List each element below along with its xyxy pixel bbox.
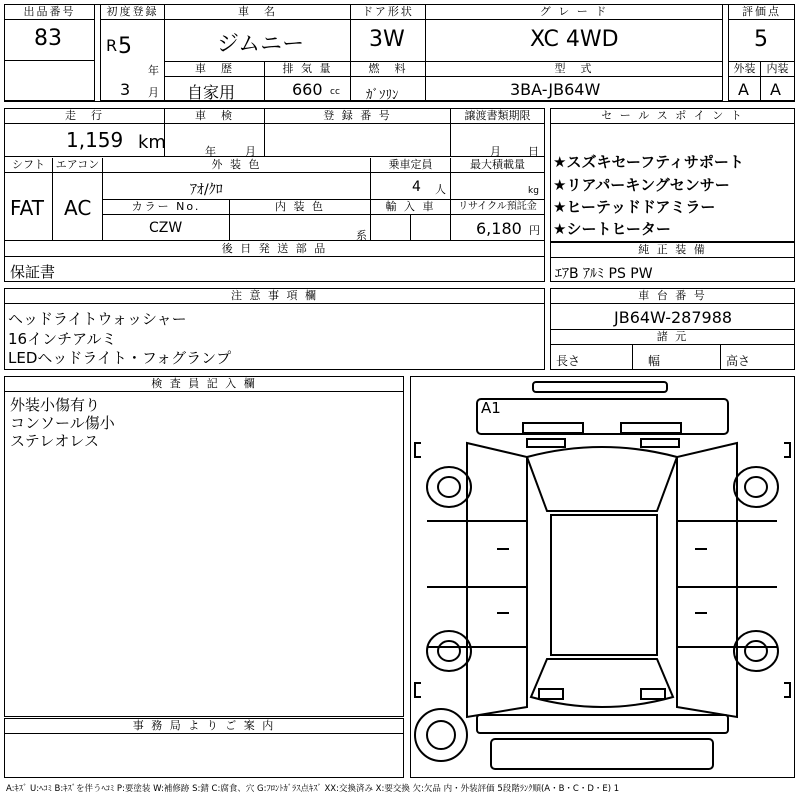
damage-mark: A1 xyxy=(481,399,501,417)
divider xyxy=(720,345,721,370)
divider xyxy=(632,345,633,370)
disp-label: 排 気 量 xyxy=(265,62,351,77)
intcolor-label: 内 装 色 xyxy=(230,200,371,215)
door-type: 3W xyxy=(369,27,405,52)
disp-value: 660 xyxy=(292,80,323,99)
sales-item: ★ヒーテッドドアミラー xyxy=(553,198,716,216)
name-label: 車 名 xyxy=(165,5,351,20)
chassis-label: 車 台 番 号 xyxy=(551,289,794,304)
sales-item: ★シートヒーター xyxy=(553,220,671,238)
note-item: 16インチアルミ xyxy=(8,330,117,348)
mileage-unit: km xyxy=(138,132,166,153)
inspect-label: 車 検 xyxy=(165,109,265,124)
car-outline-drawing xyxy=(411,377,794,777)
shift-label: シフト xyxy=(5,158,53,173)
int-grade: A xyxy=(770,80,781,99)
month-unit: 月 xyxy=(148,86,159,99)
regno-cell xyxy=(265,124,451,157)
door-label: ドア形状 xyxy=(351,5,426,20)
lot-blank xyxy=(5,61,95,101)
seats-value: 4 xyxy=(412,179,421,195)
int-label: 内装 xyxy=(761,62,794,77)
notes-label: 注 意 事 項 欄 xyxy=(5,289,544,304)
seats-unit: 人 xyxy=(435,183,446,196)
equipment-value: ｴｱB ｱﾙﾐ PS PW xyxy=(555,266,653,282)
inspector-item: 外装小傷有り xyxy=(10,396,101,414)
import-label: 輸 入 車 xyxy=(371,200,451,215)
model-label: 型 式 xyxy=(426,62,723,77)
lot-label: 出品番号 xyxy=(5,5,95,20)
fuel-label: 燃 料 xyxy=(351,62,426,77)
intcolor-unit: 系 xyxy=(356,229,367,242)
score-label: 評価点 xyxy=(729,5,794,20)
reg-month: 3 xyxy=(120,80,131,99)
era-mark: R xyxy=(106,36,118,55)
sales-item: ★リアパーキングセンサー xyxy=(553,176,730,194)
first-reg-label: 初度登録 xyxy=(101,5,165,20)
disp-unit: cc xyxy=(330,87,340,97)
transfer-month-unit: 月 xyxy=(490,145,501,158)
shift-value: FAT xyxy=(10,196,45,220)
legend-text: A:ｷｽﾞ U:ﾍｺﾐ B:ｷｽﾞを伴うﾍｺﾐ P:要塗装 W:補修跡 S:錆 C:腐食、穴 G:ﾌﾛﾝﾄｶﾞﾗｽ点ｷｽﾞ XX:交換済み X:要交換 欠:欠品 内・外装評価 5段階ﾗﾝｸ順(A・B・C・D・E) 1 xyxy=(6,784,620,794)
grade-value: XC 4WD xyxy=(530,27,619,52)
import-cell xyxy=(371,215,411,241)
inspector-item: ステレオレス xyxy=(10,432,99,450)
sendlater-value: 保証書 xyxy=(10,263,56,281)
transfer-day-unit: 日 xyxy=(528,145,539,158)
color-label: 外 装 色 xyxy=(103,158,371,173)
history-label: 車 歴 xyxy=(165,62,265,77)
lot-number: 83 xyxy=(34,26,62,51)
ext-grade: A xyxy=(738,80,749,99)
ext-label: 外装 xyxy=(729,62,761,77)
colorno-label: カラー No. xyxy=(103,200,230,215)
recycle-label: リサイクル預託金 xyxy=(451,200,544,215)
regno-label: 登 録 番 号 xyxy=(265,109,451,124)
year-unit: 年 xyxy=(148,64,159,77)
color-value: ｱｵ/ｸﾛ xyxy=(190,182,223,198)
load-label: 最大積載量 xyxy=(451,158,544,173)
sales-item: ★スズキセーフティサポート xyxy=(553,153,744,171)
damage-diagram xyxy=(410,376,795,778)
dims-label: 諸 元 xyxy=(551,330,794,345)
intcolor-cell xyxy=(230,215,371,241)
import-cell-2 xyxy=(411,215,451,241)
recycle-value: 6,180 xyxy=(476,219,522,238)
transfer-label: 譲渡書類期限 xyxy=(451,109,544,124)
width-label: 幅 xyxy=(648,354,661,368)
equipment-label: 純 正 装 備 xyxy=(551,243,794,258)
reg-year: 5 xyxy=(118,34,132,59)
mileage-value: 1,159 xyxy=(66,128,124,152)
note-item: ヘッドライトウォッシャー xyxy=(8,310,187,328)
ac-value: AC xyxy=(64,196,92,220)
seats-label: 乗車定員 xyxy=(371,158,451,173)
inspect-year-unit: 年 xyxy=(205,145,216,158)
length-label: 長さ xyxy=(556,354,581,368)
inspector-label: 検 査 員 記 入 欄 xyxy=(5,377,403,392)
fuel-value: ｶﾞｿﾘﾝ xyxy=(366,88,399,103)
history-value: 自家用 xyxy=(187,83,236,102)
mileage-label: 走 行 xyxy=(5,109,165,124)
note-item: LEDヘッドライト・フォグランプ xyxy=(8,349,232,367)
colorno-value: CZW xyxy=(149,220,183,236)
grade-label: グ レ ー ド xyxy=(426,5,723,20)
inspector-item: コンソール傷小 xyxy=(10,414,115,432)
color-cell xyxy=(103,173,371,200)
sendlater-label: 後 日 発 送 部 品 xyxy=(5,242,544,257)
height-label: 高さ xyxy=(726,354,751,368)
ac-label: エアコン xyxy=(53,158,103,173)
sales-label: セ ー ル ス ポ イ ン ト xyxy=(551,109,794,124)
car-name: ジムニー xyxy=(217,32,305,57)
chassis-number: JB64W-287988 xyxy=(614,308,733,327)
recycle-unit: 円 xyxy=(529,224,540,237)
office-label: 事 務 局 よ り ご 案 内 xyxy=(5,719,403,734)
load-unit: kg xyxy=(528,186,539,196)
inspect-month-unit: 月 xyxy=(245,145,256,158)
score-value: 5 xyxy=(754,27,768,52)
model-value: 3BA-JB64W xyxy=(510,80,601,99)
